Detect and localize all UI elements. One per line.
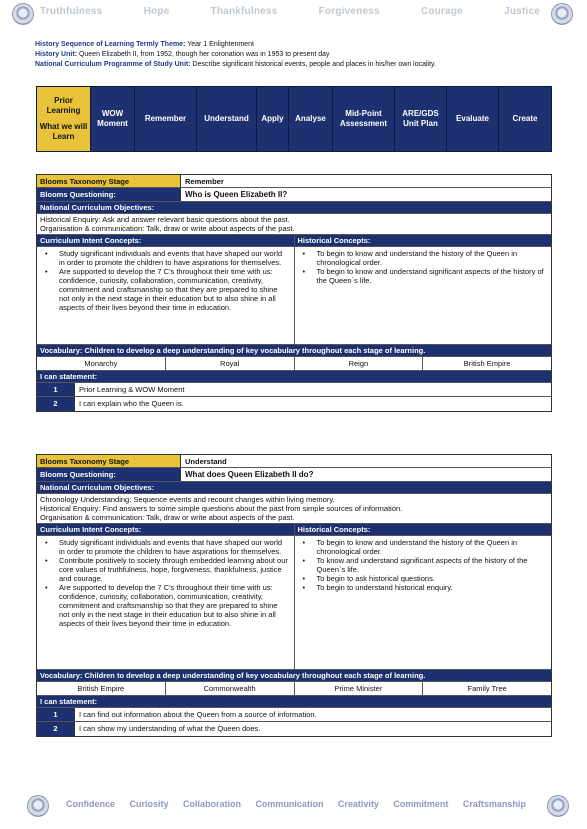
historical-list [295, 247, 552, 287]
i-can-heading: I can statement: [37, 371, 551, 383]
nc-objectives-heading: National Curriculum Objectives: [37, 202, 551, 214]
value-truthfulness: Truthfulness [40, 6, 103, 17]
school-crest-icon [12, 3, 34, 25]
nc-objectives: Historical Enquiry: Ask and answer relevant basic questions about the past. Organisation & communication: Talk, draw or write about aspects of the past. [37, 214, 551, 235]
vocabulary-row [37, 682, 551, 696]
vocab-word: Monarchy [37, 357, 166, 370]
vocab-word: British Empire [463, 359, 511, 368]
list-item: • To know and understand significant aspects of the history of the Queen`s life. [299, 556, 548, 574]
value-hope: Hope [143, 6, 170, 17]
school-crest-icon [27, 795, 49, 817]
seq-apply: Apply [257, 87, 289, 151]
intent-heading: Curriculum Intent Concepts: [37, 235, 295, 246]
list-item: • To begin to know and understand significant aspects of the history of the Queen`s life. [299, 267, 548, 285]
questioning-value: Who is Queen Elizabeth II? [185, 190, 288, 199]
vocabulary-row [37, 357, 551, 371]
seven-cs-footer [66, 799, 526, 809]
list-item: • To begin to know and understand the history of the Queen in chronological order. [299, 538, 548, 556]
questioning-value: What does Queen Elizabeth II do? [185, 470, 314, 479]
seq-remember: Remember [135, 87, 197, 151]
i-can-row: 2 I can explain who the Queen is. [37, 397, 551, 411]
value-justice: Justice [504, 6, 540, 17]
questioning-label: Blooms Questioning: [37, 468, 181, 481]
vocab-word: British Empire [37, 682, 166, 695]
seq-evaluate: Evaluate [447, 87, 499, 151]
vocabulary-heading: Vocabulary: Children to develop a deep understanding of key vocabulary throughout each stage of learning. [37, 345, 551, 357]
seq-prior-learning: Prior Learning What we will Learn [37, 87, 91, 151]
stage-value: Understand [185, 457, 227, 466]
value-courage: Courage [420, 6, 463, 17]
nc-objectives-heading: National Curriculum Objectives: [37, 482, 551, 494]
list-item: • To begin to know and understand the history of the Queen in chronological order. [299, 249, 548, 267]
seq-are-gds-unit-plan: ARE/GDS Unit Plan [395, 87, 447, 151]
list-item: • To begin to understand historical enquiry. [299, 583, 548, 592]
list-item: • Contribute positively to society through embedded learning about our core values of truthfulness, hope, forgiveness, thankfulness, justice and courage. [41, 556, 290, 583]
value-thankfulness: Thankfulness [210, 6, 278, 17]
school-crest-icon [547, 795, 569, 817]
footer-value: Commitment [393, 799, 449, 809]
footer-value: Confidence [66, 799, 116, 809]
vocabulary-heading: Vocabulary: Children to develop a deep understanding of key vocabulary throughout each stage of learning. [37, 670, 551, 682]
historical-heading: Historical Concepts: [295, 235, 552, 246]
remember-section [36, 174, 552, 412]
termly-theme: History Sequence of Learning Termly Theme: Year 1 Enlightenment [35, 41, 254, 48]
i-can-row: 1 Prior Learning & WOW Moment [37, 383, 551, 397]
seq-mid-point-assessment: Mid-Point Assessment [333, 87, 395, 151]
core-values-header [40, 6, 540, 20]
i-can-row: 1 I can find out information about the Queen from a source of information. [37, 708, 551, 722]
i-can-row: 2 I can show my understanding of what the Queen does. [37, 722, 551, 736]
school-crest-icon [551, 3, 573, 25]
vocab-word: Commonwealth [166, 682, 295, 695]
historical-list [295, 536, 552, 594]
learning-sequence-table [36, 86, 552, 152]
intent-list [37, 247, 294, 314]
historical-heading: Historical Concepts: [295, 524, 552, 535]
i-can-heading: I can statement: [37, 696, 551, 708]
understand-section [36, 454, 552, 737]
seq-wow-moment: WOW Moment [91, 87, 135, 151]
footer-value: Craftsmanship [462, 799, 526, 809]
intent-list [37, 536, 294, 630]
value-forgiveness: Forgiveness [318, 6, 380, 17]
list-item: • Are supported to develop the 7 C's throughout their time with us: confidence, curiosity, collaboration, communication, creativity, commitment and craftsmanship so that they are prepared to shine not only in the next stage in their education but to also shine in all aspects of their lives beyond their time in education. [41, 267, 290, 312]
vocab-word: Prime Minister [295, 682, 424, 695]
vocab-word: Family Tree [467, 684, 507, 693]
footer-value: Communication [255, 799, 324, 809]
list-item: • Study significant individuals and events that have shaped our world in order to promote the children to have aspirations for themselves. [41, 249, 290, 267]
nc-programme-of-study: National Curriculum Programme of Study Unit: Describe significant historical events, people and places in his/her own locality. [35, 61, 436, 68]
stage-value: Remember [185, 177, 224, 186]
questioning-label: Blooms Questioning: [37, 188, 181, 201]
footer-value: Collaboration [182, 799, 241, 809]
stage-label: Blooms Taxonomy Stage [37, 175, 181, 187]
list-item: • Study significant individuals and events that have shaped our world in order to promote the children to have aspirations for themselves. [41, 538, 290, 556]
intent-heading: Curriculum Intent Concepts: [37, 524, 295, 535]
vocab-word: Reign [295, 357, 424, 370]
list-item: • To begin to ask historical questions. [299, 574, 548, 583]
nc-objectives: Chronology Understanding: Sequence events and recount changes within living memory. Historical Enquiry: Find answers to some simple questions about the past from simple sources of information. Organisation & communication: Talk, draw or write about aspects of the past. [37, 494, 551, 524]
footer-value: Creativity [337, 799, 379, 809]
stage-label: Blooms Taxonomy Stage [37, 455, 181, 467]
seq-create: Create [512, 114, 538, 123]
seq-understand: Understand [197, 87, 257, 151]
footer-value: Curiosity [129, 799, 169, 809]
history-unit: History Unit: Queen Elizabeth II, from 1952, though her coronation was in 1953 to present day [35, 51, 330, 58]
vocab-word: Royal [166, 357, 295, 370]
seq-analyse: Analyse [289, 87, 333, 151]
list-item: • Are supported to develop the 7 C's throughout their time with us: confidence, curiosity, collaboration, communication, creativity, commitment and craftsmanship so that they are prepared to shine not only in the next stage in their education but to also shine in all aspects of their lives beyond their time in education. [41, 583, 290, 628]
